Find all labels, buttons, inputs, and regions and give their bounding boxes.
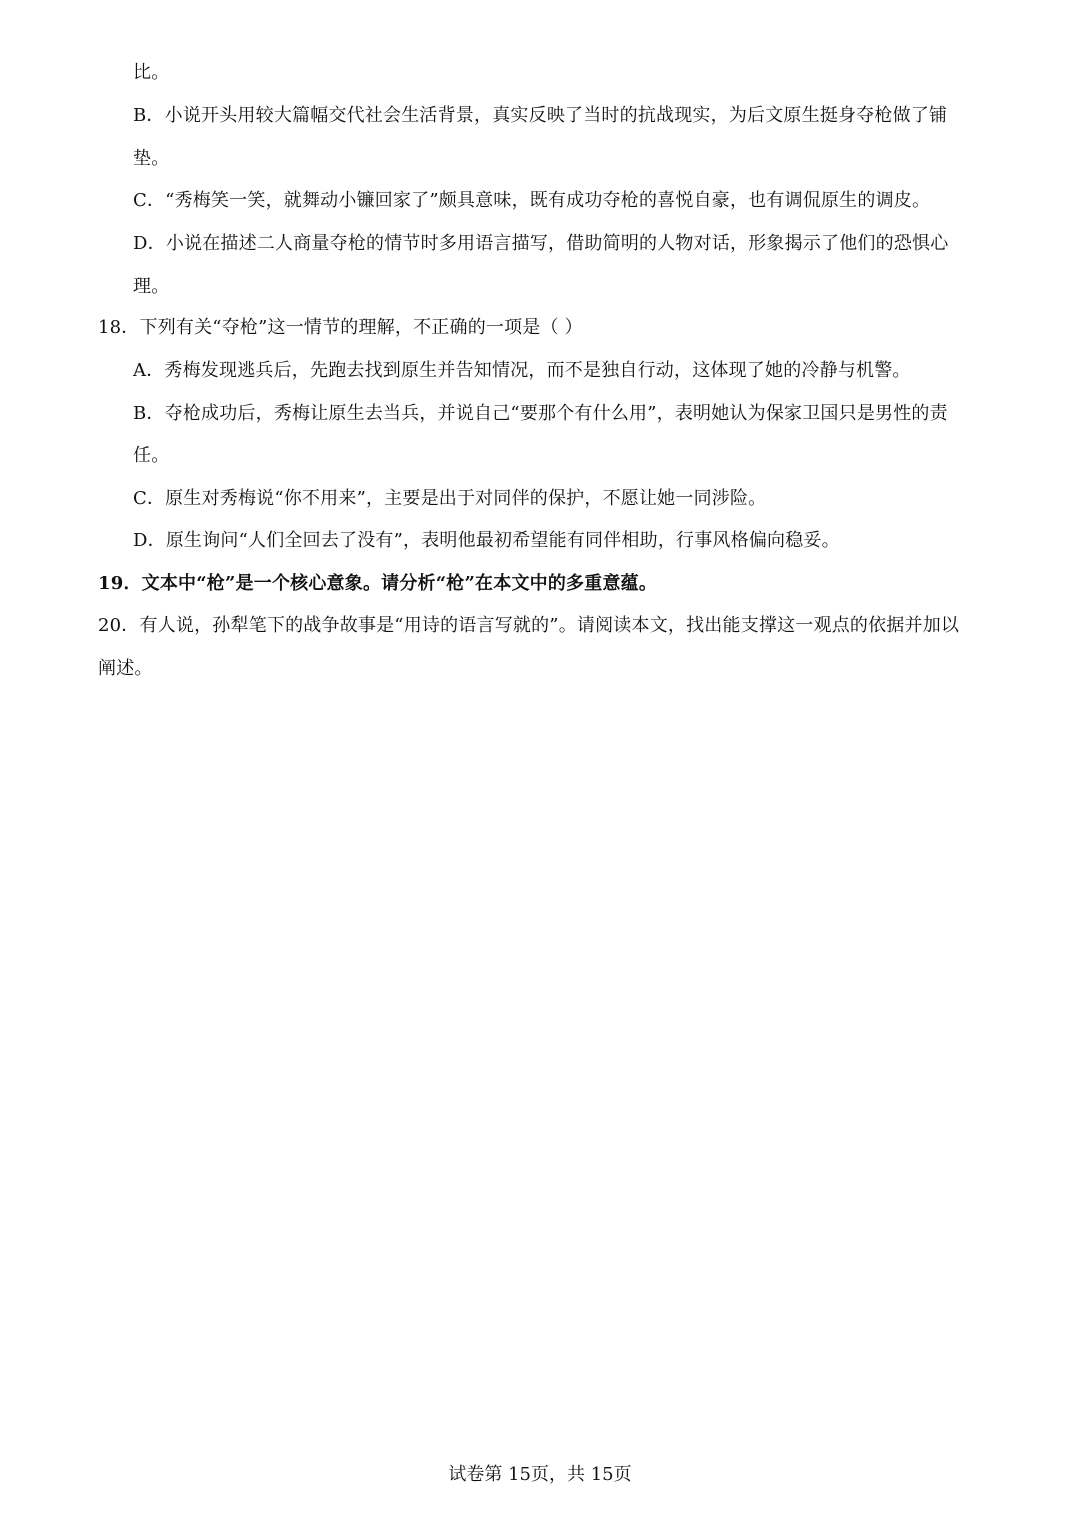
q18-option-a: A．秀梅发现逃兵后，先跑去找到原生并告知情况，而不是独自行动，这体现了她的冷静与机警。 bbox=[133, 360, 911, 381]
q17-option-d: D．小说在描述二人商量夺枪的情节时多用语言描写，借助简明的人物对话，形象揭示了他们的恐惧心 bbox=[133, 233, 949, 254]
page-footer: 试卷第 15页，共 15页 bbox=[448, 1464, 632, 1485]
question-20: 20．有人说，孙犁笔下的战争故事是“用诗的语言写就的”。请阅读本文，找出能支撑这一观点的依据并加以 bbox=[98, 615, 960, 636]
q17-option-d-continuation: 理。 bbox=[133, 276, 170, 297]
option-a-continuation: 比。 bbox=[133, 62, 170, 83]
q18-option-c: C．原生对秀梅说“你不用来”，主要是出于对同伴的保护，不愿让她一同涉险。 bbox=[133, 488, 767, 509]
q17-option-b-continuation: 垫。 bbox=[133, 148, 170, 169]
q18-option-d: D．原生询问“人们全回去了没有”，表明他最初希望能有同伴相助，行事风格偏向稳妥。 bbox=[133, 530, 840, 551]
q17-option-c: C．“秀梅笑一笑，就舞动小镰回家了”颇具意味，既有成功夺枪的喜悦自豪，也有调侃原生的调皮。 bbox=[133, 190, 931, 211]
q18-option-b: B．夺枪成功后，秀梅让原生去当兵，并说自己“要那个有什么用”，表明她认为保家卫国只是男性的责 bbox=[133, 403, 948, 424]
q17-option-b: B．小说开头用较大篇幅交代社会生活背景，真实反映了当时的抗战现实，为后文原生挺身夺枪做了铺 bbox=[133, 105, 948, 126]
question-19: 19．文本中“枪”是一个核心意象。请分析“枪”在本文中的多重意蕴。 bbox=[98, 573, 658, 594]
q18-option-b-continuation: 任。 bbox=[133, 445, 170, 466]
question-18: 18．下列有关“夺枪”这一情节的理解，不正确的一项是（ ） bbox=[98, 317, 583, 338]
question-20-continuation: 阐述。 bbox=[98, 658, 153, 679]
